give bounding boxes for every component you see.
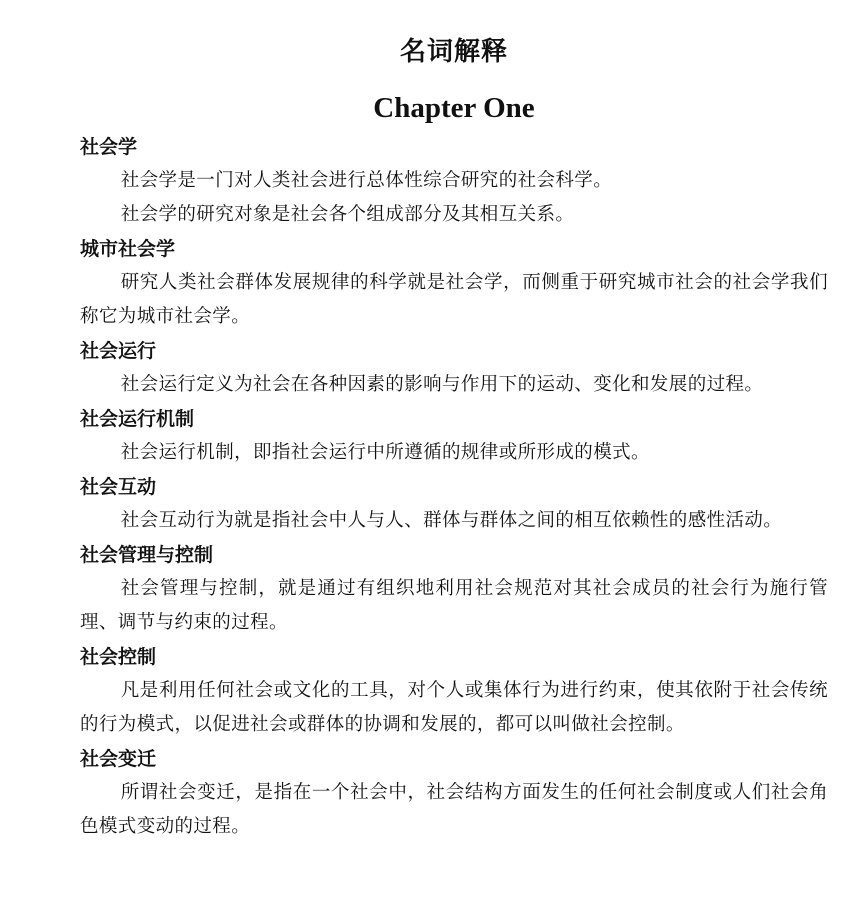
term-entry-social-change: [80, 742, 828, 844]
term-definition: 凡是利用任何社会或文化的工具，对个人或集体行为进行约束，使其依附于社会传统的行为模式，以促进社会或群体的协调和发展的，都可以叫做社会控制。: [80, 680, 828, 735]
term-definition: 所谓社会变迁，是指在一个社会中，社会结构方面发生的任何社会制度或人们社会角色模式变动的过程。: [80, 782, 828, 837]
term-heading: 社会管理与控制: [80, 544, 214, 566]
term-definition: 社会学是一门对人类社会进行总体性综合研究的社会科学。: [120, 170, 613, 191]
term-heading: 社会变迁: [80, 748, 157, 770]
chapter-title: Chapter One: [373, 92, 535, 124]
term-heading: 城市社会学: [80, 238, 176, 260]
term-definition: 社会运行机制，即指社会运行中所遵循的规律或所形成的模式。: [120, 442, 650, 463]
term-heading: 社会学: [80, 136, 138, 158]
term-heading: 社会互动: [80, 476, 157, 498]
term-entry-social-management-control: [80, 538, 828, 640]
term-definition: 社会学的研究对象是社会各个组成部分及其相互关系。: [120, 204, 575, 225]
term-list: [80, 130, 828, 844]
term-entry-social-operation: [80, 334, 828, 402]
term-heading: 社会控制: [80, 646, 157, 668]
term-entry-urban-sociology: [80, 232, 828, 334]
term-definition: 社会运行定义为社会在各种因素的影响与作用下的运动、变化和发展的过程。: [120, 374, 764, 395]
term-heading: 社会运行: [80, 340, 157, 362]
document-page: [80, 28, 828, 844]
term-entry-social-operation-mechanism: [80, 402, 828, 470]
term-entry-sociology: [80, 130, 828, 232]
term-entry-social-control: [80, 640, 828, 742]
term-definition: 研究人类社会群体发展规律的科学就是社会学，而侧重于研究城市社会的社会学我们称它为城市社会学。: [80, 272, 828, 327]
document-title: 名词解释: [399, 37, 508, 67]
term-definition: 社会管理与控制，就是通过有组织地利用社会规范对其社会成员的社会行为施行管理、调节与约束的过程。: [80, 578, 828, 633]
term-entry-social-interaction: [80, 470, 828, 538]
term-definition: 社会互动行为就是指社会中人与人、群体与群体之间的相互依赖性的感性活动。: [120, 510, 783, 531]
term-heading: 社会运行机制: [80, 408, 195, 430]
